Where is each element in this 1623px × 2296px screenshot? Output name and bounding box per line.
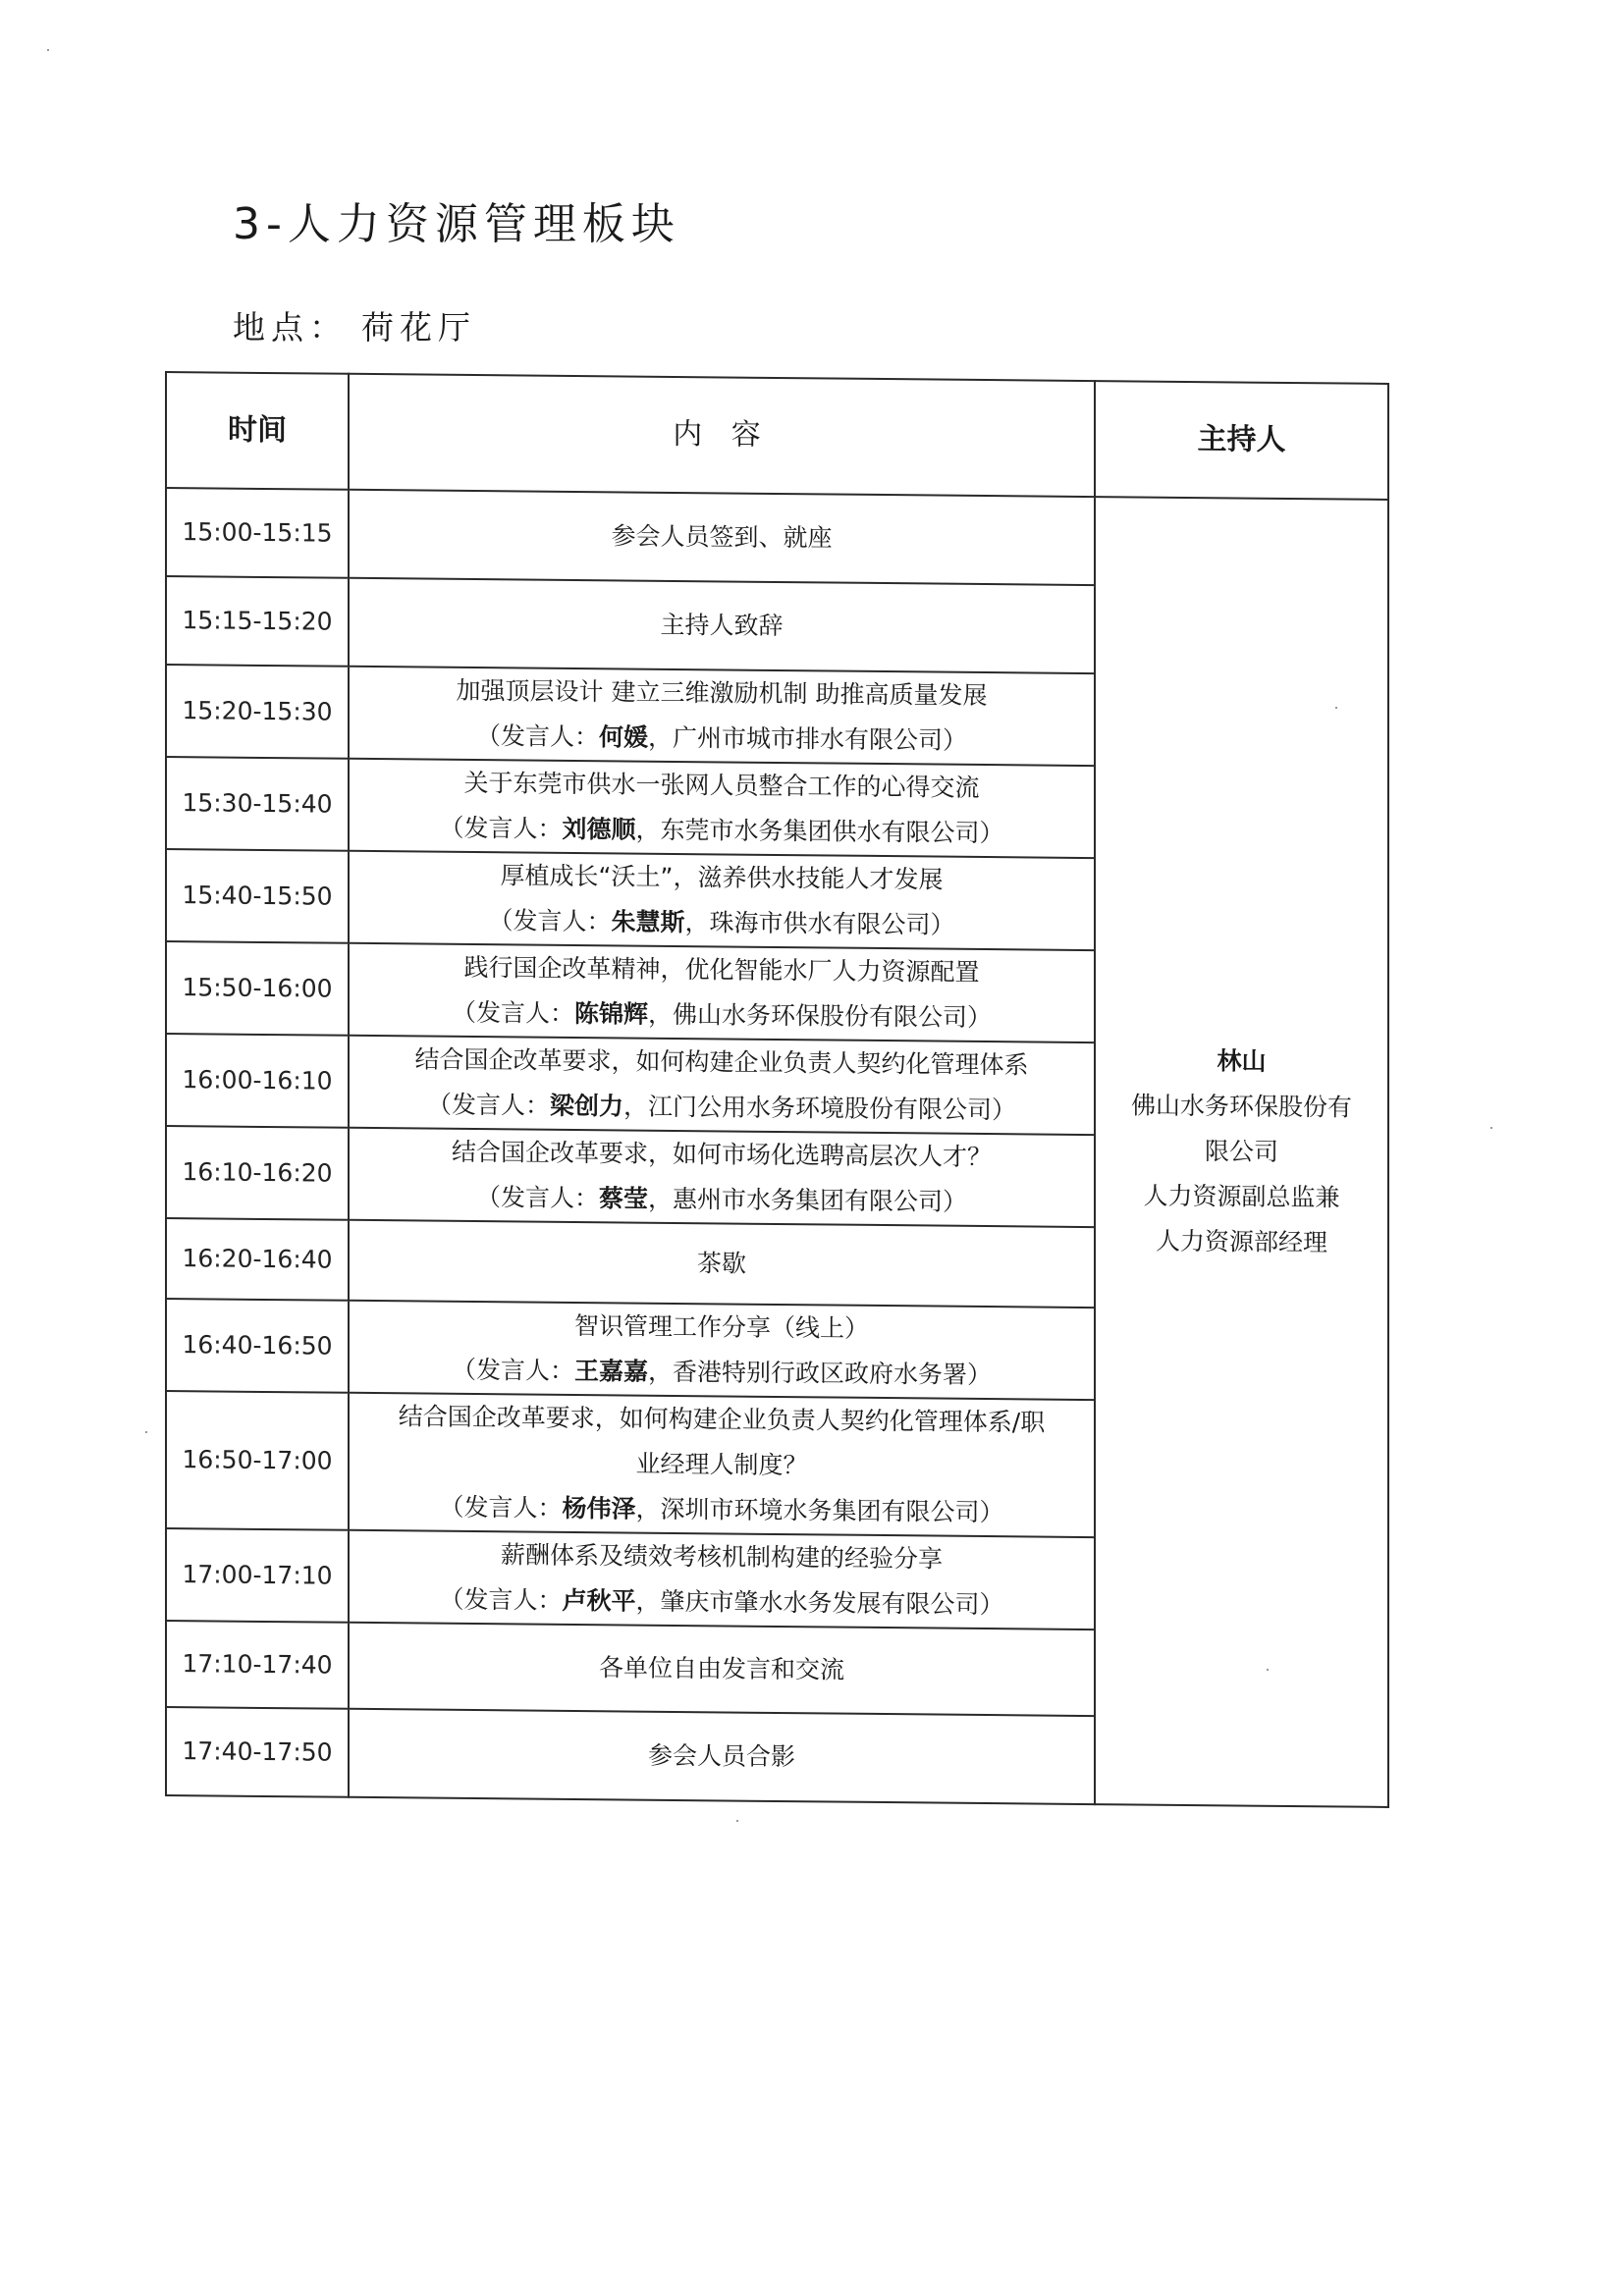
- speaker-name: 刘德顺: [562, 814, 636, 844]
- row-time: 16:40-16:50: [166, 1299, 349, 1393]
- row-time: 15:20-15:30: [166, 665, 349, 759]
- speaker-prefix: （发言人：: [475, 721, 599, 752]
- speaker-org: ，深圳市环境水务集团有限公司）: [635, 1494, 1004, 1527]
- speaker-name: 梁创力: [549, 1091, 623, 1121]
- row-topic: 参会人员签到、就座: [349, 490, 1095, 585]
- row-time: 16:10-16:20: [166, 1126, 349, 1220]
- row-time: 15:15-15:20: [166, 576, 349, 667]
- row-speaker-line: [355, 989, 1088, 1041]
- row-speaker-line: [355, 897, 1088, 949]
- speaker-name: 杨伟泽: [562, 1493, 636, 1523]
- speaker-name: 何媛: [598, 722, 648, 752]
- row-time: 16:50-17:00: [166, 1391, 349, 1530]
- row-topic: 各单位自由发言和交流: [349, 1623, 1095, 1716]
- row-content: [349, 1301, 1095, 1400]
- row-time: 17:00-17:10: [166, 1528, 349, 1623]
- row-content: [349, 1128, 1095, 1227]
- row-content: [349, 667, 1095, 766]
- speaker-org: ，肇庆市肇水水务发展有限公司）: [635, 1586, 1004, 1620]
- page-title: 3-人力资源管理板块: [233, 199, 680, 249]
- scan-speck: [1267, 1669, 1269, 1671]
- row-content: [349, 759, 1095, 858]
- speaker-prefix: （发言人：: [451, 1355, 574, 1386]
- speaker-prefix: （发言人：: [488, 906, 612, 936]
- row-topic: 加强顶层设计 建立三维激励机制 助推高质量发展: [456, 675, 988, 711]
- host-name: 林山: [1217, 1046, 1267, 1076]
- row-topic: 关于东莞市供水一张网人员整合工作的心得交流: [463, 768, 980, 802]
- speaker-name: 卢秋平: [562, 1585, 636, 1616]
- row-speaker-line: [355, 713, 1088, 765]
- row-time: 16:20-16:40: [166, 1218, 349, 1301]
- row-topic: 结合国企改革要求，如何市场化选聘高层次人才？: [451, 1137, 992, 1172]
- row-time: 15:00-15:15: [166, 488, 349, 578]
- scan-speck: [1335, 707, 1337, 709]
- speaker-name: 朱慧斯: [611, 907, 685, 937]
- row-topic: 主持人致辞: [349, 578, 1095, 673]
- row-topic: 茶歇: [349, 1220, 1095, 1308]
- host-cell: [1095, 497, 1388, 1807]
- row-speaker-line: [355, 1082, 1088, 1134]
- table-row: [166, 488, 1388, 588]
- row-speaker-line: [355, 805, 1088, 857]
- scan-speck: [1490, 1127, 1492, 1129]
- host-org-line2: 限公司: [1204, 1137, 1278, 1166]
- schedule-table: [165, 371, 1389, 1808]
- row-topic: 薪酬体系及绩效考核机制构建的经验分享: [500, 1540, 943, 1574]
- speaker-org: ，惠州市水务集团有限公司）: [648, 1184, 968, 1216]
- host-org-line1: 佛山水务环保股份有: [1130, 1091, 1352, 1122]
- row-time: 16:00-16:10: [166, 1034, 349, 1128]
- row-speaker-line: [355, 1484, 1088, 1536]
- row-time: 15:50-16:00: [166, 941, 349, 1036]
- speaker-org: ，香港特别行政区政府水务署）: [648, 1357, 993, 1390]
- row-time: 17:10-17:40: [166, 1621, 349, 1709]
- table-header-row: [166, 372, 1388, 500]
- row-topic: 参会人员合影: [349, 1709, 1095, 1804]
- row-topic: 结合国企改革要求，如何构建企业负责人契约化管理体系/职: [398, 1402, 1046, 1437]
- row-topic: 智识管理工作分享（线上）: [573, 1311, 869, 1343]
- speaker-name: 王嘉嘉: [573, 1357, 648, 1386]
- speaker-prefix: （发言人：: [451, 997, 574, 1029]
- scan-speck: [47, 49, 49, 51]
- location-label: 地点：: [233, 308, 348, 347]
- speaker-name: 陈锦辉: [573, 999, 648, 1029]
- scan-speck: [145, 1431, 147, 1433]
- row-speaker-line: [355, 1347, 1088, 1399]
- row-content: [349, 943, 1095, 1042]
- row-content: [349, 1393, 1095, 1537]
- speaker-prefix: （发言人：: [439, 1584, 563, 1615]
- speaker-org: ，东莞市水务集团供水有限公司）: [635, 815, 1004, 848]
- header-time: 时间: [166, 372, 349, 490]
- row-speaker-line: [355, 1576, 1088, 1629]
- location-value: 荷花厅: [361, 308, 476, 347]
- speaker-prefix: （发言人：: [426, 1090, 550, 1120]
- speaker-name: 蔡莹: [598, 1184, 648, 1213]
- row-time: 17:40-17:50: [166, 1707, 349, 1797]
- row-topic-cont: 业经理人制度？: [635, 1449, 808, 1480]
- speaker-org: ，佛山水务环保股份有限公司）: [648, 999, 993, 1033]
- scan-speck: [736, 1820, 738, 1822]
- row-content: [349, 851, 1095, 950]
- row-speaker-line: [355, 1174, 1088, 1226]
- row-time: 15:30-15:40: [166, 757, 349, 851]
- row-topic: 践行国企改革精神，优化智能水厂人力资源配置: [463, 952, 980, 987]
- speaker-prefix: （发言人：: [439, 813, 563, 843]
- header-host: 主持人: [1095, 381, 1388, 500]
- speaker-prefix: （发言人：: [439, 1492, 563, 1522]
- speaker-org: ，广州市城市排水有限公司）: [648, 722, 968, 755]
- row-time: 15:40-15:50: [166, 849, 349, 943]
- row-content: [349, 1530, 1095, 1629]
- host-title-line2: 人力资源部经理: [1155, 1226, 1327, 1257]
- row-topic: 结合国企改革要求，如何构建企业负责人契约化管理体系: [414, 1044, 1029, 1080]
- host-title-line1: 人力资源副总监兼: [1143, 1181, 1340, 1212]
- location-line: [233, 302, 476, 348]
- row-content: [349, 1036, 1095, 1135]
- speaker-org: ，江门公用水务环境股份有限公司）: [623, 1092, 1017, 1125]
- speaker-prefix: （发言人：: [475, 1183, 599, 1213]
- speaker-org: ，珠海市供水有限公司）: [684, 908, 955, 939]
- row-topic: 厚植成长“沃土”，滋养供水技能人才发展: [500, 861, 944, 894]
- header-content: 内 容: [349, 374, 1095, 497]
